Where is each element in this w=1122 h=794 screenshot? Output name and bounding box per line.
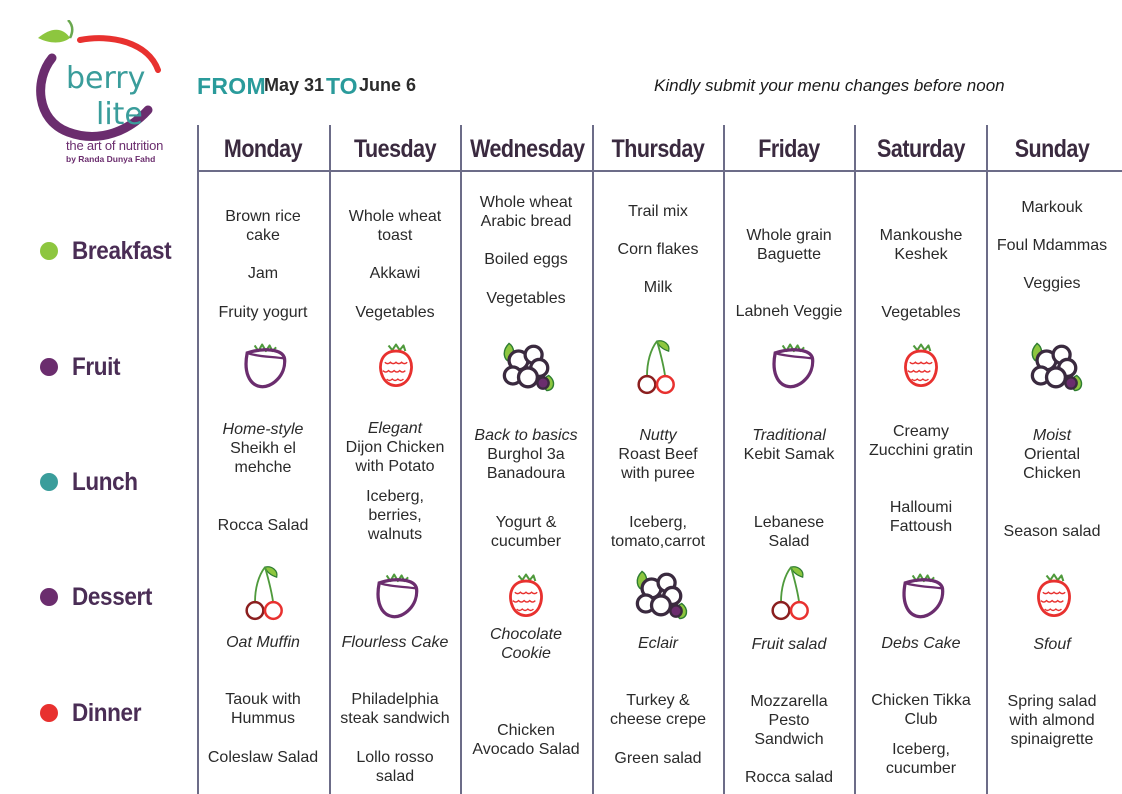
menu-item: Iceberg, <box>892 741 950 758</box>
menu-item: Yogurt & <box>495 514 557 531</box>
menu-item: Turkey & <box>626 692 690 709</box>
menu-item: Rocca salad <box>744 769 834 786</box>
dessert-wednesday <box>461 625 591 663</box>
menu-item: Chicken <box>1023 465 1081 482</box>
menu-item: spinaigrette <box>1010 731 1094 748</box>
menu-item: Pesto <box>768 712 810 729</box>
logo-word-lite: lite <box>96 97 143 132</box>
menu-item: Creamy <box>892 423 949 440</box>
day-header-friday: Friday <box>758 135 820 163</box>
day-header-thursday: Thursday <box>611 135 705 163</box>
menu-item: Fruit salad <box>751 636 827 653</box>
menu-item: Green salad <box>614 750 702 767</box>
menu-item: Debs Cake <box>881 635 961 652</box>
menu-item: Eclair <box>637 635 678 652</box>
breakfast-wednesday <box>461 193 591 308</box>
menu-item: Oriental <box>1023 446 1081 463</box>
dessert-sunday <box>987 635 1117 654</box>
meal-label-lunch <box>40 467 145 496</box>
berry-lite-logo <box>30 20 170 170</box>
menu-item: Halloumi <box>889 499 953 516</box>
day-header-saturday: Saturday <box>877 135 965 163</box>
menu-item: Veggies <box>1023 275 1081 292</box>
meal-label-fruit <box>40 352 126 381</box>
menu-item: Whole wheat <box>348 208 442 225</box>
raspberry-icon <box>893 336 949 396</box>
menu-item: with Potato <box>355 458 435 475</box>
lunch-monday <box>198 420 328 535</box>
day-header-monday: Monday <box>223 135 303 163</box>
blueberries-icon <box>1022 334 1088 400</box>
menu-item: Iceberg, <box>629 514 687 531</box>
menu-item: Coleslaw Salad <box>207 749 319 766</box>
dinner-friday <box>724 692 854 787</box>
menu-item: Foul Mdammas <box>996 237 1108 254</box>
to-date: June 6 <box>359 75 417 95</box>
dinner-monday <box>198 690 328 767</box>
menu-item: cucumber <box>490 533 562 550</box>
plum-icon <box>764 336 820 396</box>
menu-change-notice: Kindly submit your menu changes before noon <box>654 76 1005 95</box>
menu-item: berries, <box>368 507 422 524</box>
meal-label-text: Breakfast <box>72 236 172 265</box>
menu-item: Whole wheat <box>479 194 573 211</box>
fruit-dot-icon <box>40 358 58 376</box>
menu-item: cheese crepe <box>609 711 707 728</box>
breakfast-saturday <box>856 226 986 322</box>
lunch-wednesday <box>461 426 591 551</box>
dinner-thursday <box>593 691 723 768</box>
to-label: TO <box>326 73 358 99</box>
menu-item: Avocado Salad <box>472 741 580 758</box>
lunch-style: Home-style <box>222 421 304 438</box>
blueberries-icon <box>627 562 693 628</box>
lunch-style: Elegant <box>367 420 423 437</box>
lunch-saturday <box>856 422 986 536</box>
dessert-saturday <box>856 634 986 653</box>
menu-item: Lollo rosso <box>356 749 434 766</box>
menu-item: Iceberg, <box>366 488 424 505</box>
menu-item: cucumber <box>885 760 957 777</box>
menu-item: Zucchini gratin <box>868 442 974 459</box>
menu-item: Baguette <box>756 246 822 263</box>
menu-item: Sandwich <box>754 731 824 748</box>
menu-item: Kebit Samak <box>743 446 835 463</box>
menu-item: Club <box>904 711 938 728</box>
cherries-icon <box>632 334 682 400</box>
menu-item: Corn flakes <box>617 241 699 258</box>
menu-item: Markouk <box>1021 199 1083 216</box>
dinner-sunday <box>987 692 1117 749</box>
day-header-tuesday: Tuesday <box>353 135 437 163</box>
from-label: FROM <box>197 73 266 99</box>
dinner-dot-icon <box>40 704 58 722</box>
menu-item: Fattoush <box>889 518 953 535</box>
lunch-tuesday <box>330 419 460 544</box>
menu-item: Sfouf <box>1033 636 1071 653</box>
menu-item: walnuts <box>367 526 423 543</box>
raspberry-icon <box>1026 566 1082 626</box>
meal-label-text: Lunch <box>72 467 138 496</box>
breakfast-monday <box>198 207 328 322</box>
menu-item: salad <box>375 768 415 785</box>
plum-icon <box>894 566 950 626</box>
menu-item: Mankoushe <box>879 227 963 244</box>
menu-item: with puree <box>621 465 695 482</box>
raspberry-icon <box>368 336 424 396</box>
menu-item: Fruity yogurt <box>218 304 308 321</box>
blueberries-icon <box>494 334 560 400</box>
dessert-thursday <box>593 634 723 653</box>
dessert-dot-icon <box>40 588 58 606</box>
meal-label-text: Fruit <box>72 352 121 381</box>
menu-item: Burghol 3a <box>487 446 565 463</box>
meal-label-breakfast <box>40 236 182 265</box>
menu-item: Vegetables <box>881 304 961 321</box>
lunch-thursday <box>593 426 723 551</box>
menu-item: Milk <box>643 279 673 296</box>
menu-item: Hummus <box>230 710 295 727</box>
menu-item: Trail mix <box>628 203 688 220</box>
menu-item: Boiled eggs <box>484 251 568 268</box>
menu-item: Labneh Veggie <box>735 303 843 320</box>
dessert-tuesday <box>330 633 460 652</box>
menu-item: Spring salad <box>1007 693 1097 710</box>
menu-item: Akkawi <box>369 265 421 282</box>
menu-item: Philadelphia <box>351 691 439 708</box>
menu-item: mehche <box>234 459 292 476</box>
menu-item: Lebanese <box>753 514 825 531</box>
lunch-style: Back to basics <box>474 427 578 444</box>
meal-label-text: Dinner <box>72 698 142 727</box>
dinner-tuesday <box>330 690 460 786</box>
lunch-sunday <box>987 426 1117 541</box>
menu-item: Banadoura <box>486 465 566 482</box>
menu-item: Whole grain <box>746 227 832 244</box>
menu-item: Arabic bread <box>480 213 572 230</box>
breakfast-tuesday <box>330 207 460 322</box>
menu-item: Jam <box>247 265 279 282</box>
lunch-friday <box>724 426 854 551</box>
menu-item: Chocolate <box>489 626 563 643</box>
breakfast-thursday <box>593 202 723 297</box>
menu-item: cake <box>246 227 280 244</box>
dessert-friday <box>724 635 854 654</box>
logo-word-berry: berry <box>66 61 146 96</box>
lunch-dot-icon <box>40 473 58 491</box>
meal-label-dinner <box>40 698 149 727</box>
cherries-icon <box>766 560 816 626</box>
from-date: May 31 <box>264 75 325 95</box>
lunch-style: Moist <box>1032 427 1072 444</box>
plum-icon <box>368 566 424 626</box>
meal-label-text: Dessert <box>72 582 153 611</box>
menu-item: steak sandwich <box>340 710 450 727</box>
menu-item: Sheikh el <box>230 440 296 457</box>
dinner-wednesday <box>461 721 591 759</box>
menu-item: Oat Muffin <box>226 634 300 651</box>
menu-item: Chicken <box>497 722 555 739</box>
menu-item: tomato,carrot <box>610 533 706 550</box>
menu-item: Taouk with <box>225 691 301 708</box>
day-header-wednesday: Wednesday <box>470 135 585 163</box>
plum-icon <box>236 336 292 396</box>
cherries-icon <box>240 560 290 626</box>
menu-item: Salad <box>768 533 810 550</box>
raspberry-icon <box>498 566 554 626</box>
menu-item: Vegetables <box>486 290 566 307</box>
menu-item: Flourless Cake <box>341 634 449 651</box>
breakfast-friday <box>724 226 854 321</box>
menu-item: Vegetables <box>355 304 435 321</box>
menu-item: Brown rice <box>225 208 301 225</box>
meal-label-dessert <box>40 582 161 611</box>
menu-item: Cookie <box>501 645 551 662</box>
logo-mark <box>30 20 170 145</box>
menu-item: Rocca Salad <box>217 517 309 534</box>
day-header-sunday: Sunday <box>1014 135 1090 163</box>
menu-item: Season salad <box>1003 523 1101 540</box>
header-divider <box>197 170 1122 172</box>
menu-item: Roast Beef <box>618 446 698 463</box>
breakfast-dot-icon <box>40 242 58 260</box>
lunch-style: Traditional <box>752 427 826 444</box>
menu-item: with almond <box>1009 712 1095 729</box>
menu-item: Mozzarella <box>750 693 828 710</box>
menu-item: Keshek <box>894 246 948 263</box>
breakfast-sunday <box>987 198 1117 293</box>
menu-item: toast <box>377 227 413 244</box>
lunch-style: Nutty <box>639 427 677 444</box>
logo-byline: by Randa Dunya Fahd <box>66 154 156 164</box>
menu-item: Dijon Chicken <box>345 439 445 456</box>
dessert-monday <box>198 633 328 652</box>
dinner-saturday <box>856 691 986 778</box>
menu-item: Chicken Tikka <box>871 692 971 709</box>
logo-tagline: the art of nutrition <box>66 138 164 153</box>
